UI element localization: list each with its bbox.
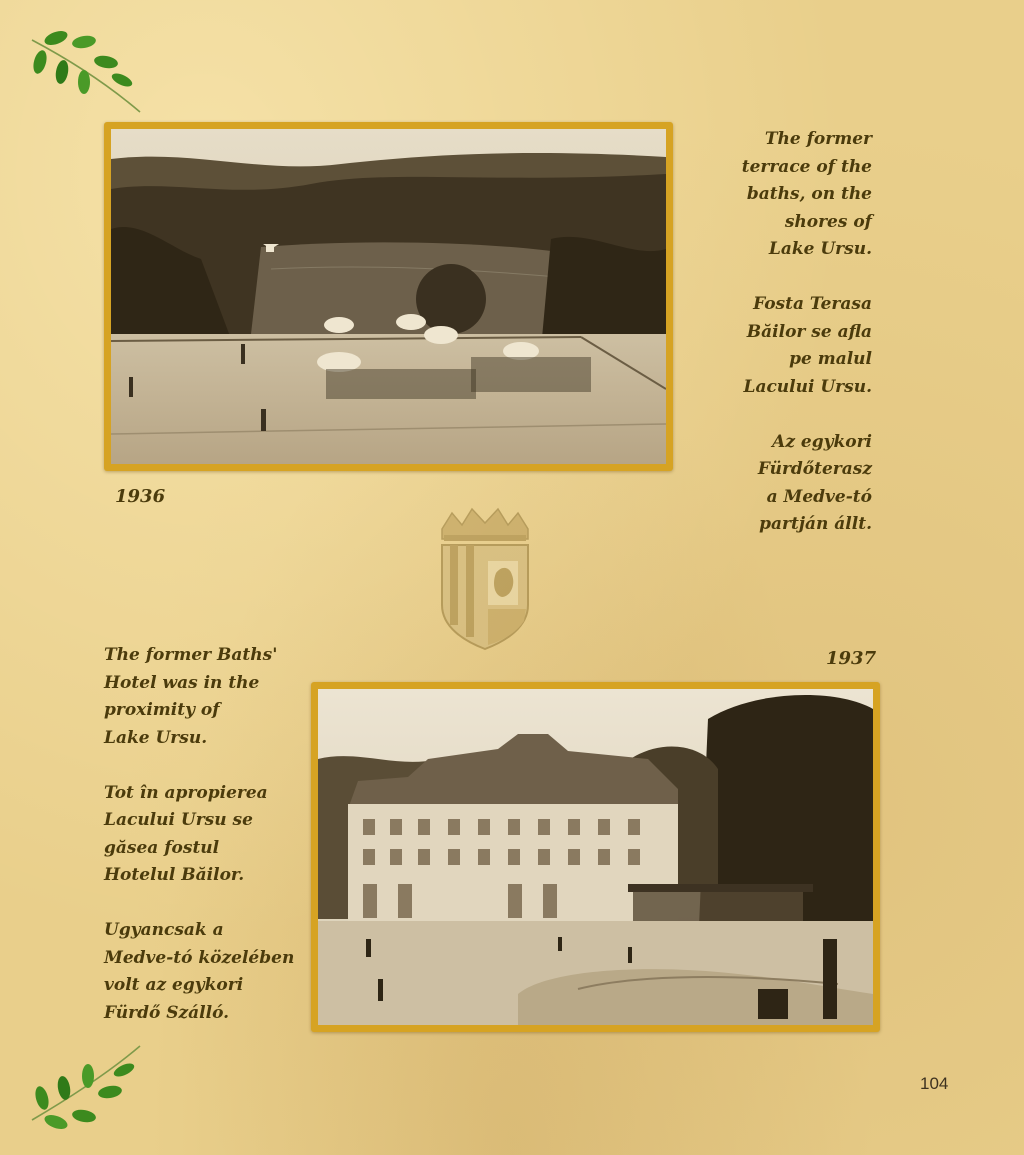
photo-terrace-1936 <box>104 122 673 471</box>
terrace-photo-image <box>111 129 666 464</box>
page-number: 104 <box>920 1074 949 1093</box>
leaf-branch-icon <box>26 1040 146 1130</box>
caption-hotel-english: The former Baths' Hotel was in the proximity of Lake Ursu. <box>104 645 278 748</box>
caption-terrace-romanian: Fosta Terasa Băilor se afla pe malul Lacului Ursu. <box>743 294 872 397</box>
leaf-branch-icon <box>26 28 146 118</box>
caption-terrace-english: The former terrace of the baths, on the shores of Lake Ursu. <box>741 129 872 259</box>
caption-hotel-hungarian: Ugyancsak a Medve-tó közelében volt az egykori Fürdő Szálló. <box>104 920 295 1023</box>
photo-hotel-1937 <box>311 682 880 1032</box>
photo-year-1937: 1937 <box>826 648 877 669</box>
caption-hotel <box>104 642 309 1027</box>
city-coat-of-arms-icon <box>436 505 534 651</box>
caption-hotel-romanian: Tot în apropierea Lacului Ursu se găsea fostul Hotelul Băilor. <box>104 782 268 885</box>
hotel-photo-image <box>318 689 873 1025</box>
photo-year-1936: 1936 <box>115 486 166 507</box>
caption-terrace-hungarian: Az egykori Fürdőterasz a Medve-tó partján állt. <box>757 431 872 534</box>
caption-terrace <box>690 126 872 539</box>
